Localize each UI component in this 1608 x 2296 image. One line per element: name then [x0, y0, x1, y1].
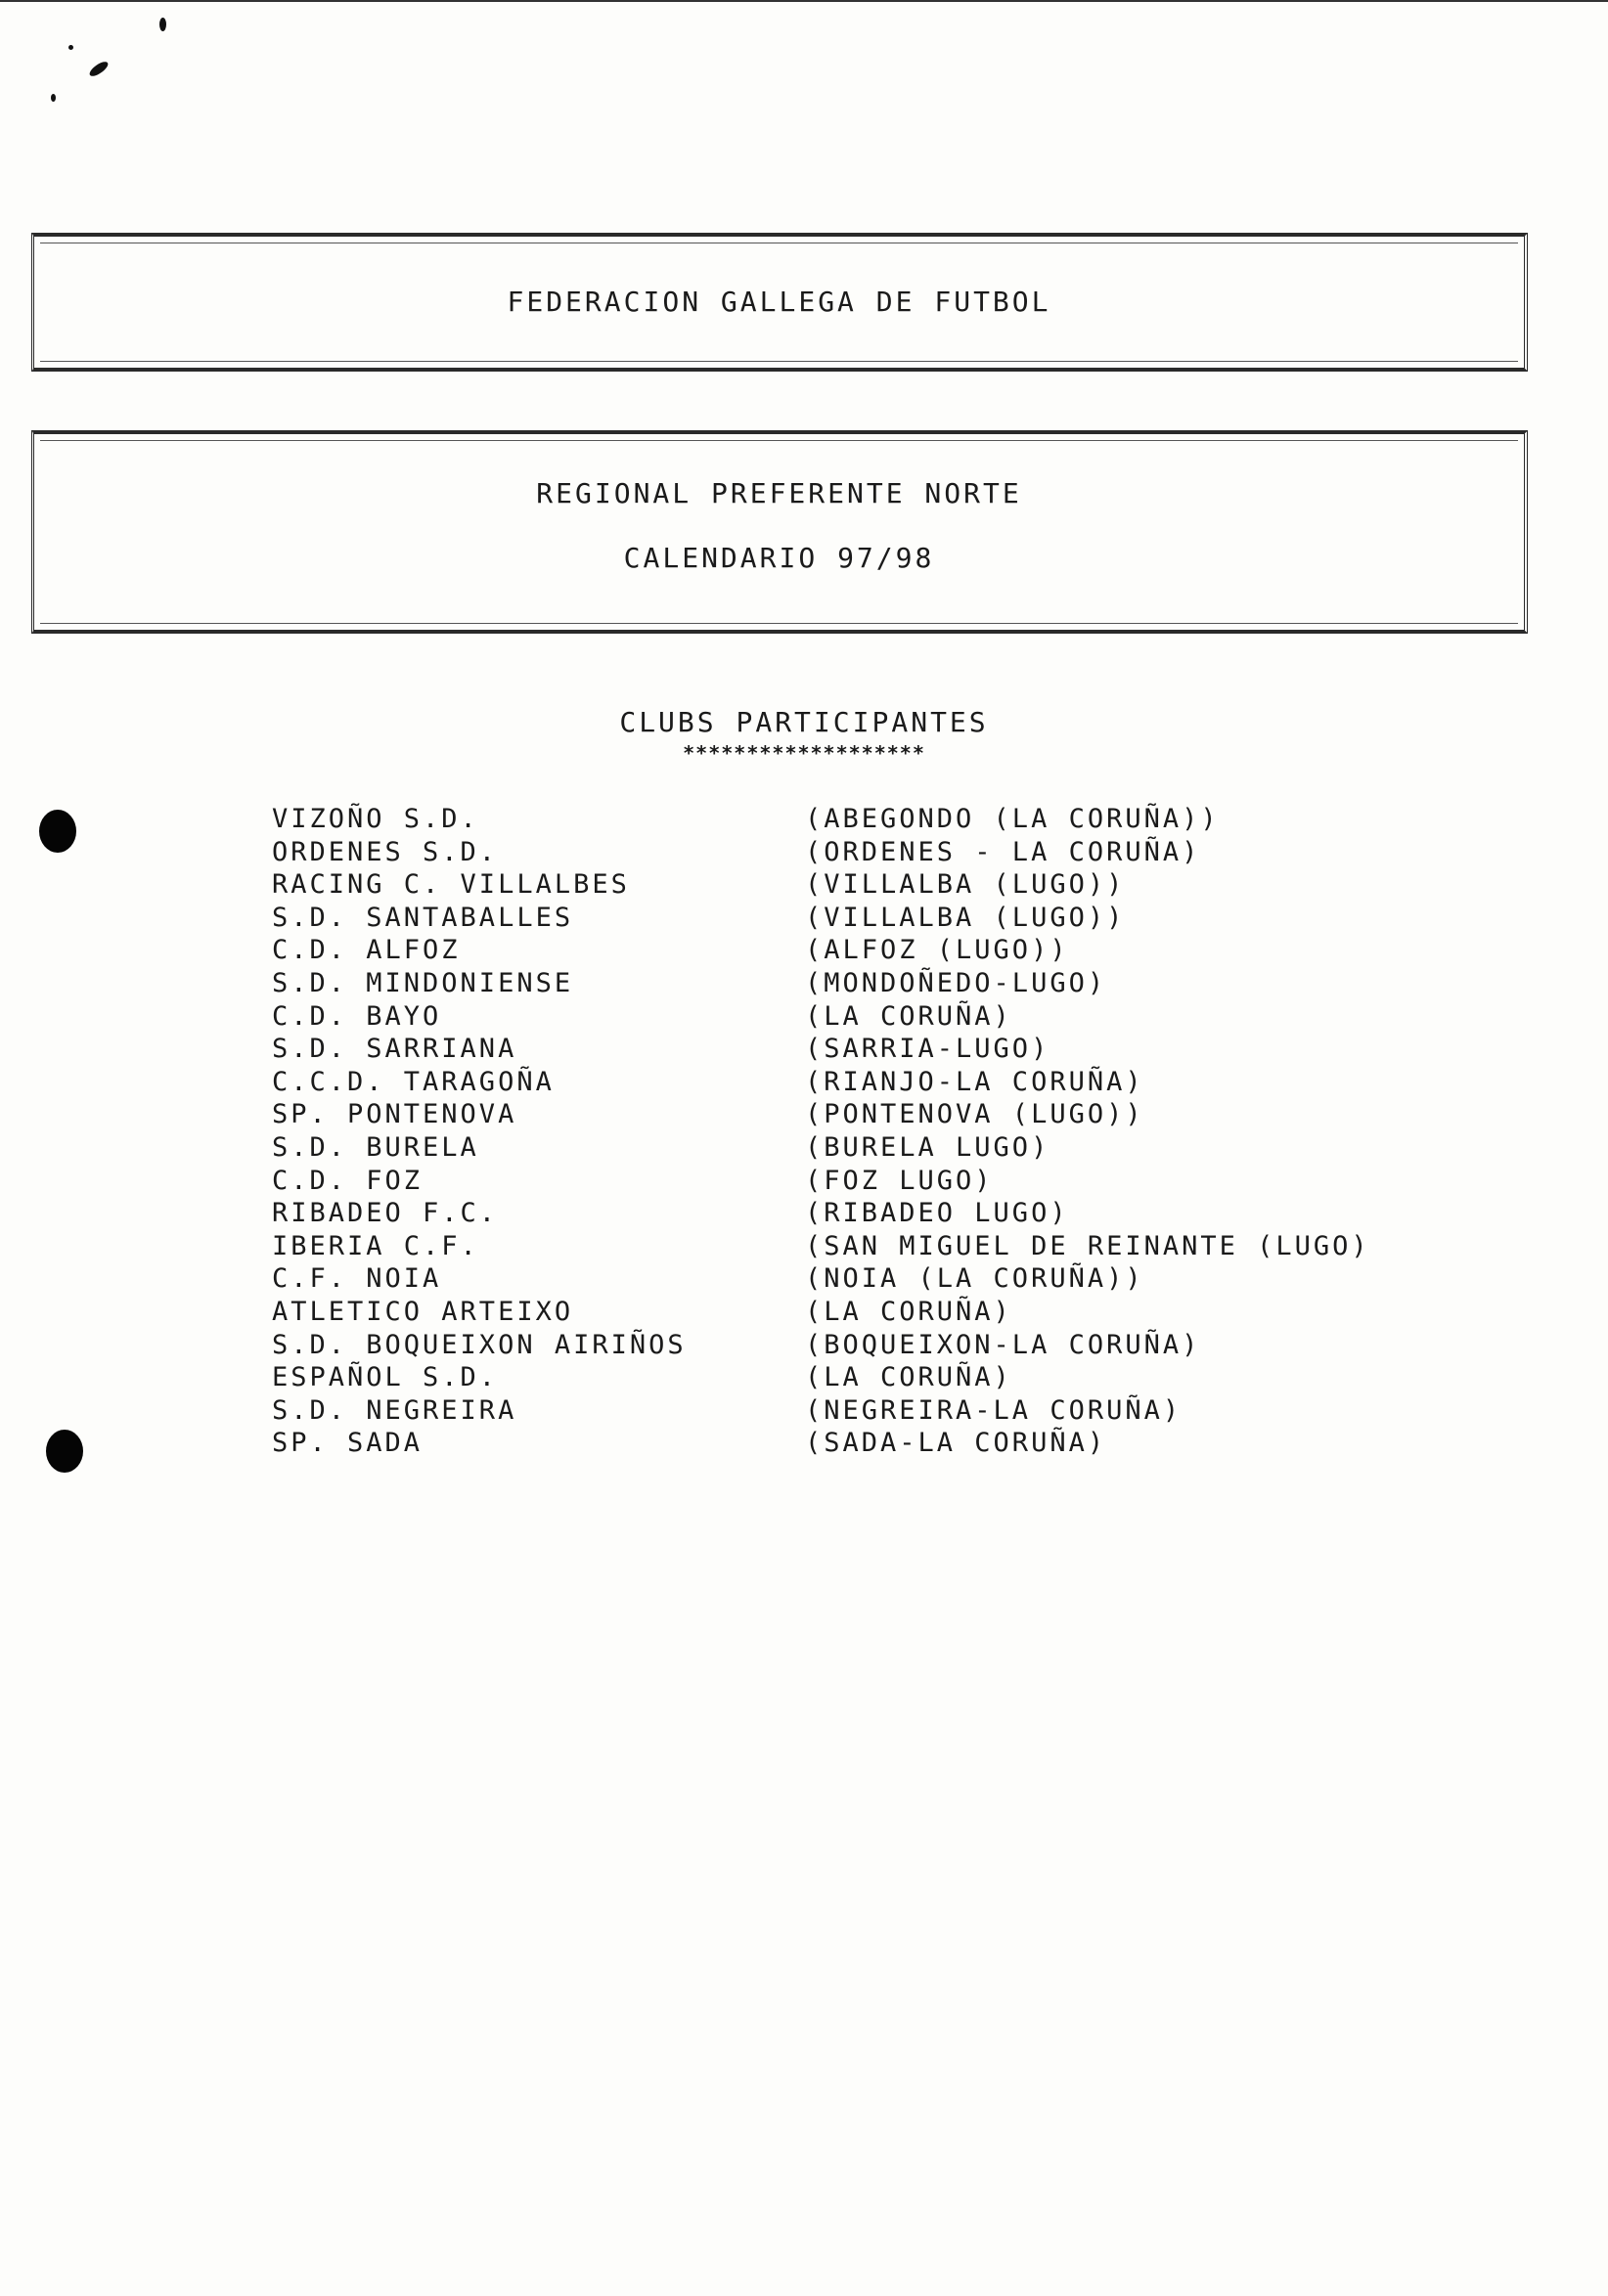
club-name: ORDENES S.D. — [272, 836, 499, 867]
club-name: RIBADEO F.C. — [272, 1198, 499, 1229]
club-row — [272, 1395, 1543, 1429]
club-location: (ABEGONDO (LA CORUÑA)) — [805, 804, 1220, 834]
club-row — [272, 837, 1543, 870]
club-row — [272, 903, 1543, 936]
club-row — [272, 1297, 1543, 1330]
club-location: (NOIA (LA CORUÑA)) — [805, 1263, 1144, 1295]
clubs-heading: CLUBS PARTICIPANTES — [619, 706, 989, 738]
club-location: (BURELA LUGO) — [805, 1131, 1050, 1163]
club-location: (VILLALBA (LUGO)) — [805, 902, 1126, 933]
club-location: (PONTENOVA (LUGO)) — [805, 1099, 1144, 1130]
club-name: VIZOÑO S.D. — [272, 804, 479, 834]
club-location: (LA CORUÑA) — [805, 1000, 1012, 1032]
federation-title: FEDERACION GALLEGA DE FUTBOL — [507, 286, 1051, 318]
club-row — [272, 1263, 1543, 1297]
club-row — [272, 968, 1543, 1001]
club-location: (BOQUEIXON-LA CORUÑA) — [805, 1329, 1201, 1360]
club-row — [272, 1034, 1543, 1067]
club-location: (VILLALBA (LUGO)) — [805, 869, 1126, 901]
club-location: (RIBADEO LUGO) — [805, 1198, 1069, 1229]
club-name: C.C.D. TARAGOÑA — [272, 1066, 555, 1097]
ink-speck — [87, 60, 110, 79]
club-row — [272, 1166, 1543, 1199]
punch-hole — [46, 1430, 83, 1473]
club-row — [272, 869, 1543, 903]
club-name: S.D. BOQUEIXON AIRIÑOS — [272, 1329, 687, 1360]
club-name: S.D. SARRIANA — [272, 1034, 517, 1065]
club-row — [272, 1362, 1543, 1395]
clubs-heading-underline: ******************* — [683, 741, 925, 765]
club-row — [272, 1001, 1543, 1035]
club-name: S.D. BURELA — [272, 1131, 479, 1163]
club-row — [272, 1067, 1543, 1100]
club-location: (ORDENES - LA CORUÑA) — [805, 836, 1201, 867]
club-name: SP. SADA — [272, 1428, 424, 1459]
competition-header-box — [31, 430, 1528, 634]
club-location: (LA CORUÑA) — [805, 1362, 1012, 1393]
club-location: (FOZ LUGO) — [805, 1165, 994, 1196]
club-name: SP. PONTENOVA — [272, 1099, 517, 1130]
club-name: ESPAÑOL S.D. — [272, 1362, 499, 1393]
club-name: IBERIA C.F. — [272, 1230, 479, 1261]
club-row — [272, 1132, 1543, 1166]
competition-header-inner-frame — [40, 440, 1518, 624]
ink-speck — [51, 94, 56, 102]
club-name: S.D. SANTABALLES — [272, 902, 574, 933]
club-name: S.D. NEGREIRA — [272, 1394, 517, 1426]
club-location: (SARRIA-LUGO) — [805, 1034, 1050, 1065]
club-location: (NEGREIRA-LA CORUÑA) — [805, 1394, 1183, 1426]
club-row — [272, 1330, 1543, 1363]
club-row — [272, 1428, 1543, 1461]
club-row — [272, 935, 1543, 968]
club-location: (ALFOZ (LUGO)) — [805, 935, 1069, 966]
club-row — [272, 1231, 1543, 1264]
page-top-edge — [0, 0, 1608, 2]
club-location: (RIANJO-LA CORUÑA) — [805, 1066, 1144, 1097]
club-location: (MONDOÑEDO-LUGO) — [805, 967, 1107, 998]
club-name: RACING C. VILLALBES — [272, 869, 630, 901]
club-location: (SAN MIGUEL DE REINANTE (LUGO) — [805, 1230, 1370, 1261]
ink-speck — [68, 45, 73, 50]
club-location: (SADA-LA CORUÑA) — [805, 1428, 1107, 1459]
club-row — [272, 1198, 1543, 1231]
punch-hole — [39, 810, 76, 853]
club-row — [272, 1099, 1543, 1132]
club-name: C.F. NOIA — [272, 1263, 442, 1295]
club-list — [272, 804, 1543, 1461]
ink-speck — [159, 18, 166, 31]
club-name: C.D. ALFOZ — [272, 935, 461, 966]
club-name: ATLETICO ARTEIXO — [272, 1296, 574, 1327]
club-location: (LA CORUÑA) — [805, 1296, 1012, 1327]
club-name: C.D. FOZ — [272, 1165, 424, 1196]
season-label: CALENDARIO 97/98 — [623, 542, 935, 574]
club-name: S.D. MINDONIENSE — [272, 967, 574, 998]
competition-name: REGIONAL PREFERENTE NORTE — [536, 477, 1022, 509]
federation-header-box — [31, 233, 1528, 372]
club-row — [272, 804, 1543, 837]
club-name: C.D. BAYO — [272, 1000, 442, 1032]
